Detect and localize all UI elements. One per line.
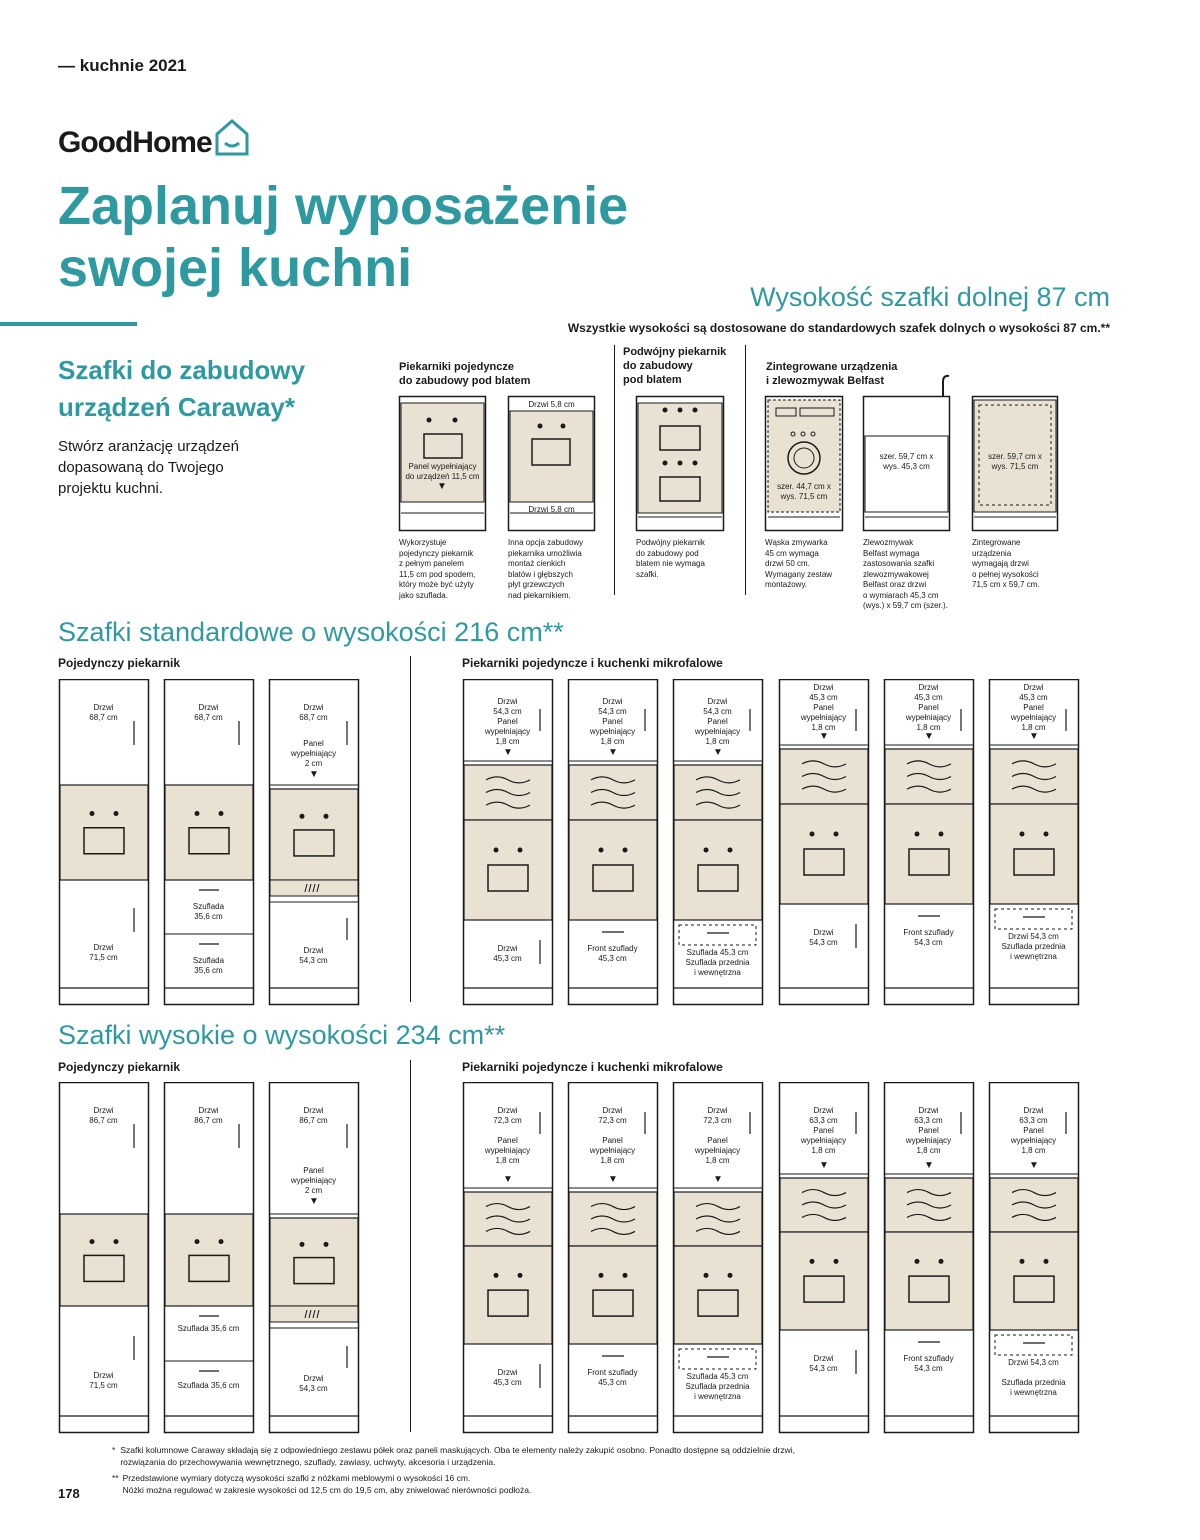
tall-section-title: Szafki wysokie o wysokości 234 cm** — [58, 1020, 506, 1050]
tall_section-left-2-top-label: Drzwi 86,7 cm — [194, 1106, 223, 1125]
tall_section-right-3-top-label: Drzwi 72,3 cm Panel wypełniający 1,8 cm — [694, 1106, 741, 1165]
tall_section-right-6-panel-arrow: ▼ — [1029, 1160, 1039, 1171]
intro-heading-line-1: Szafki do zabudowy — [58, 355, 306, 385]
std_section-right-2-top-label: Drzwi 54,3 cm Panel wypełniający 1,8 cm — [589, 697, 636, 746]
std_section-left-1-bottom-label: Drzwi 71,5 cm — [89, 943, 118, 962]
base-section-subtitle: Wszystkie wysokości są dostosowane do standardowych szafek dolnych o wysokości 87 cm.** — [567, 321, 1110, 335]
section-label: kuchnie 2021 — [79, 56, 187, 75]
tall_section-left-1-top-label: Drzwi 86,7 cm — [89, 1106, 118, 1125]
tall_section-left-1-bottom-label: Drzwi 71,5 cm — [89, 1371, 118, 1390]
tall_section-left-cabinet-2 — [164, 1083, 254, 1433]
tall_section-right-1-panel-arrow: ▼ — [503, 1174, 513, 1185]
footnote-1 — [112, 1444, 795, 1468]
tall_section-right-6-bottom-label: Drzwi 54,3 cm Szuflada przednia i wewnętrzna — [1001, 1358, 1066, 1397]
std_section-right-2-panel-arrow: ▼ — [608, 747, 618, 758]
tall-left-label: Pojedynczy piekarnik — [58, 1060, 181, 1074]
base-cab4-label: szer. 44,7 cm x wys. 71,5 cm — [777, 482, 831, 501]
base-cab1-panel-label: Panel wypełniający do urządzeń 11,5 cm — [405, 462, 480, 481]
footnote-2 — [112, 1472, 531, 1496]
intro-heading-line-2: urządzeń Caraway* — [58, 392, 295, 422]
base-cab2-top-label: Drzwi 5,8 cm — [528, 400, 575, 409]
std_section-left-2-drawer-2-label: Szuflada 35,6 cm — [192, 956, 225, 975]
base-group-2-label: Podwójny piekarnik do zabudowy pod blatem — [623, 346, 727, 386]
std_section-right-3-top-label: Drzwi 54,3 cm Panel wypełniający 1,8 cm — [694, 697, 741, 746]
std_section-right-6-top-label: Drzwi 45,3 cm Panel wypełniający 1,8 cm — [1010, 683, 1057, 732]
tall_section-left-3-top-label: Drzwi 86,7 cm — [299, 1106, 328, 1125]
std_section-left-3-bottom-label: Drzwi 54,3 cm — [299, 946, 328, 965]
std_section-left-2-top-label: Drzwi 68,7 cm — [194, 703, 223, 722]
base-group-3-label: Zintegrowane urządzenia i zlewozmywak Belfast — [766, 361, 898, 387]
page-number: 178 — [58, 1486, 80, 1501]
std_section-right-3-bottom-label: Szuflada 45,3 cm Szuflada przednia i wewnętrzna — [685, 948, 750, 977]
tall_section-right-3-panel-arrow: ▼ — [713, 1174, 723, 1185]
std_section-right-4-top-label: Drzwi 45,3 cm Panel wypełniający 1,8 cm — [800, 683, 847, 732]
footnote-1-text: Szafki kolumnowe Caraway składają się z odpowiedniego zestawu półek oraz paneli maskujących. Oba te elementy należy zakupić osobno. Ponadto dostępne są oddzielnie drzwi, rozwiązania do przechowywania wewnętrznego, szuflady, zawiasy, uchwyty, akcesoria i urządzenia. — [120, 1445, 796, 1467]
tall_section-right-2-top-label: Drzwi 72,3 cm Panel wypełniający 1,8 cm — [589, 1106, 636, 1165]
base-cab5-label: szer. 59,7 cm x wys. 45,3 cm — [879, 452, 934, 471]
std_section-right-5-top-label: Drzwi 45,3 cm Panel wypełniający 1,8 cm — [905, 683, 952, 732]
base-caption-3: Podwójny piekarnik do zabudowy pod blatem nie wymaga szafki. — [636, 538, 705, 579]
base-cab1-arrow: ▼ — [437, 481, 447, 492]
base-cabinets-drawing — [0, 0, 1200, 620]
base-cab6-label: szer. 59,7 cm x wys. 71,5 cm — [988, 452, 1042, 471]
tall_section-right-4-bottom-label: Drzwi 54,3 cm — [809, 1354, 838, 1373]
base-caption-5: Zlewozmywak Belfast wymaga zastosowania szafki zlewozmywakowej Belfast oraz drzwi o wymiarach 45,3 cm (wys.) x 59,7 cm (szer.). — [863, 538, 948, 610]
tall_section-left-2-drawer-2-label: Szuflada 35,6 cm — [177, 1381, 240, 1390]
tall-right-label: Piekarniki pojedyncze i kuchenki mikrofalowe — [462, 1060, 723, 1074]
brand-name: GoodHome — [58, 126, 212, 159]
tall_section-right-3-bottom-label: Szuflada 45,3 cm Szuflada przednia i wewnętrzna — [685, 1372, 750, 1401]
std_section-left-1-top-label: Drzwi 68,7 cm — [89, 703, 118, 722]
std_section-right-5-panel-arrow: ▼ — [924, 731, 934, 742]
tall_section-right-4-panel-arrow: ▼ — [819, 1160, 829, 1171]
base-caption-6: Zintegrowane urządzenia wymagają drzwi o pełnej wysokości 71,5 cm x 59,7 cm. — [972, 538, 1040, 589]
tall_section-left-3-panel-arrow: ▼ — [309, 1196, 319, 1207]
footnote-1-mark: * — [112, 1445, 116, 1455]
footnote-2-mark: ** — [112, 1473, 119, 1483]
tall_section-right-5-bottom-label: Front szuflady 54,3 cm — [903, 1354, 954, 1373]
footnote-2-text: Przedstawione wymiary dotyczą wysokości szafki z nóżkami meblowymi o wysokości 16 cm. Nóżki można regulować w zakresie wysokości od 12,5 cm do 19,5 cm, aby zniwelować nierówności podłoża. — [122, 1473, 532, 1495]
std_section-left-3-top-label: Drzwi 68,7 cm — [299, 703, 328, 722]
std_section-right-6-bottom-label: Drzwi 54,3 cm Szuflada przednia i wewnętrzna — [1001, 932, 1066, 961]
base-caption-4: Wąska zmywarka 45 cm wymaga drzwi 50 cm. Wymagany zestaw montażowy. — [765, 538, 833, 589]
std_section-left-2-drawer-1-label: Szuflada 35,6 cm — [192, 902, 225, 921]
tall_section-right-5-top-label: Drzwi 63,3 cm Panel wypełniający 1,8 cm — [905, 1106, 952, 1155]
tall_section-right-2-bottom-label: Front szuflady 45,3 cm — [587, 1368, 638, 1387]
std_section-right-1-panel-arrow: ▼ — [503, 747, 513, 758]
title-line-2: swojej kuchni — [58, 238, 413, 298]
std-left-label: Pojedynczy piekarnik — [58, 656, 181, 670]
std_section-right-3-panel-arrow: ▼ — [713, 747, 723, 758]
std_section-left-3-panel-label: Panel wypełniający 2 cm — [290, 739, 337, 768]
std_section-left-3-panel-arrow: ▼ — [309, 769, 319, 780]
base-caption-1: Wykorzystuje pojedynczy piekarnik z pełnym panelem 11,5 cm pod spodem, który może być użyty jako szuflada. — [399, 538, 476, 600]
tall_section-right-4-top-label: Drzwi 63,3 cm Panel wypełniający 1,8 cm — [800, 1106, 847, 1155]
tall_section-right-1-top-label: Drzwi 72,3 cm Panel wypełniający 1,8 cm — [484, 1106, 531, 1165]
tall_section-left-3-bottom-label: Drzwi 54,3 cm — [299, 1374, 328, 1393]
header-dash: — — [58, 56, 75, 75]
std_section-right-1-top-label: Drzwi 54,3 cm Panel wypełniający 1,8 cm — [484, 697, 531, 746]
base-cabinet-dishwasher — [766, 397, 843, 531]
tall_section-right-1-bottom-label: Drzwi 45,3 cm — [493, 1368, 522, 1387]
std_section-right-6-panel-arrow: ▼ — [1029, 731, 1039, 742]
std-section-title: Szafki standardowe o wysokości 216 cm** — [58, 617, 564, 647]
std_section-right-4-bottom-label: Drzwi 54,3 cm — [809, 928, 838, 947]
base-cabinet-double-oven — [637, 397, 724, 531]
base-section-title: Wysokość szafki dolnej 87 cm — [750, 282, 1110, 312]
std_section-right-2-bottom-label: Front szuflady 45,3 cm — [587, 944, 638, 963]
std_section-right-4-panel-arrow: ▼ — [819, 731, 829, 742]
std-right-label: Piekarniki pojedyncze i kuchenki mikrofalowe — [462, 656, 723, 670]
tall_section-left-3-panel-label: Panel wypełniający 2 cm — [290, 1166, 337, 1195]
base-cab2-bottom-label: Drzwi 5,8 cm — [528, 505, 575, 514]
tall_section-right-6-top-label: Drzwi 63,3 cm Panel wypełniający 1,8 cm — [1010, 1106, 1057, 1155]
std_section-right-1-bottom-label: Drzwi 45,3 cm — [493, 944, 522, 963]
std_section-right-5-bottom-label: Front szuflady 54,3 cm — [903, 928, 954, 947]
tall_section-right-2-panel-arrow: ▼ — [608, 1174, 618, 1185]
title-line-1: Zaplanuj wyposażenie — [58, 176, 629, 236]
tall_section-right-5-panel-arrow: ▼ — [924, 1160, 934, 1171]
tall_section-left-2-drawer-1-label: Szuflada 35,6 cm — [177, 1324, 240, 1333]
base-group-1-label: Piekarniki pojedyncze do zabudowy pod blatem — [399, 361, 531, 387]
intro-body: Stwórz aranżację urządzeń dopasowaną do Twojego projektu kuchni. — [58, 438, 239, 497]
base-caption-2: Inna opcja zabudowy piekarnika umożliwia montaż cienkich blatów i głębszych płyt grzewczych nad piekarnikiem. — [508, 538, 584, 600]
